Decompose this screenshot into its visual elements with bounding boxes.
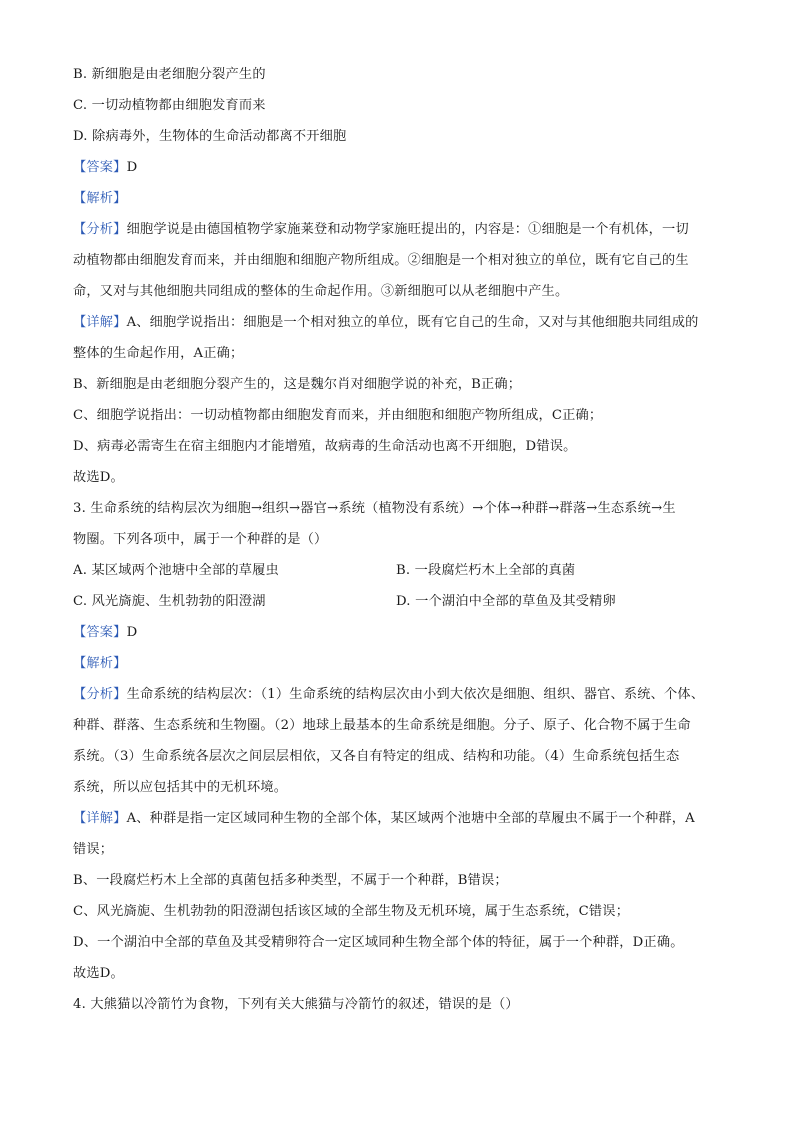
q3-answer-value: D (126, 625, 138, 640)
q3-conclusion: 故选D。 (73, 966, 124, 981)
q4-stem: 4. 大熊猫以冷箭竹为食物，下列有关大熊猫与冷箭竹的叙述，错误的是（） (73, 997, 519, 1012)
q3-xiangjie-text-1: A、种群是指一定区域同种生物的全部个体，某区域两个池塘中全部的草履虫不属于一个种群，A (126, 811, 695, 826)
q3-fenxi-text-1: 生命系统的结构层次：（1）生命系统的结构层次由小到大依次是细胞、组织、器官、系统、个体、 (126, 687, 705, 702)
q2-answer-tag: 【答案】 (73, 160, 127, 175)
q2-fenxi-line-3: 命，又对与其他细胞共同组成的整体的生命起作用。③新细胞可以从老细胞中产生。 (73, 284, 569, 299)
q2-fenxi-tag: 【分析】 (73, 222, 127, 237)
document-page (73, 62, 729, 1023)
q3-analysis-heading (73, 651, 729, 682)
q3-options-row-1 (73, 558, 729, 589)
q3-stem-line-1: 3. 生命系统的结构层次为细胞→组织→器官→系统（植物没有系统）→个体→种群→群落→生态系统→生 (73, 501, 676, 516)
q3-fenxi-tag: 【分析】 (73, 687, 127, 702)
q3-xiangjie-line-1 (73, 806, 729, 837)
q3-options-row-2 (73, 589, 729, 620)
q3-xiangjie-line-5: D、一个湖泊中全部的草鱼及其受精卵符合一定区域同种生物全部个体的特征，属于一个种群，D正确。 (73, 935, 684, 950)
q2-xiangjie-line-4: C、细胞学说指出：一切动植物都由细胞发育而来，并由细胞和细胞产物所组成，C正确； (73, 408, 603, 423)
q3-xiangjie-tag: 【详解】 (73, 811, 127, 826)
q2-fenxi-paragraph (73, 217, 729, 310)
q2-analysis-tag: 【解析】 (73, 191, 127, 206)
q2-xiangjie-line-3: B、新细胞是由老细胞分裂产生的，这是魏尔肖对细胞学说的补充，B正确； (73, 377, 522, 392)
q3-xiangjie-line-3: B、一段腐烂朽木上全部的真菌包括多种类型，不属于一个种群，B错误； (73, 873, 508, 888)
q3-xiangjie-line-2: 错误； (73, 842, 114, 857)
q3-stem (73, 496, 729, 558)
q3-option-b: B. 一段腐烂朽木上全部的真菌 (396, 563, 576, 578)
q2-option-c: C. 一切动植物都由细胞发育而来 (73, 98, 266, 113)
q2-answer-value: D (126, 160, 138, 175)
q3-xiangjie-line-4: C、风光旖旎、生机勃勃的阳澄湖包括该区域的全部生物及无机环境，属于生态系统，C错误； (73, 904, 630, 919)
q2-xiangjie-line-1 (73, 310, 729, 341)
q3-answer (73, 620, 729, 651)
q2-fenxi-line-2: 动植物都由细胞发育而来，并由细胞和细胞产物所组成。②细胞是一个相对独立的单位，既有它自己的生 (73, 253, 689, 268)
q3-option-a: A. 某区域两个池塘中全部的草履虫 (73, 563, 279, 578)
q3-analysis-tag: 【解析】 (73, 656, 127, 671)
q2-xiangjie-tag: 【详解】 (73, 315, 127, 330)
q3-fenxi-paragraph (73, 682, 729, 806)
q3-stem-line-2: 物圈。下列各项中，属于一个种群的是（） (73, 532, 328, 547)
q2-xiangjie-paragraph (73, 310, 729, 496)
q2-xiangjie-text-1: A、细胞学说指出：细胞是一个相对独立的单位，既有它自己的生命，又对与其他细胞共同组成的 (126, 315, 699, 330)
q2-conclusion: 故选D。 (73, 470, 124, 485)
q2-analysis-heading (73, 186, 729, 217)
q2-answer (73, 155, 729, 186)
q2-xiangjie-line-5: D、病毒必需寄生在宿主细胞内才能增殖，故病毒的生命活动也离不开细胞，D错误。 (73, 439, 577, 454)
q2-fenxi-line-1 (73, 217, 729, 248)
q3-option-c: C. 风光旖旎、生机勃勃的阳澄湖 (73, 594, 266, 609)
q3-fenxi-line-2: 种群、群落、生态系统和生物圈。（2）地球上最基本的生命系统是细胞。分子、原子、化合物不属于生命 (73, 718, 691, 733)
q2-option-d: D. 除病毒外，生物体的生命活动都离不开细胞 (73, 129, 347, 144)
q2-option-b: B. 新细胞是由老细胞分裂产生的 (73, 67, 266, 82)
q3-xiangjie-paragraph (73, 806, 729, 992)
q3-fenxi-line-3: 系统。（3）生命系统各层次之间层层相依，又各自有特定的组成、结构和功能。（4）生命系统包括生态 (73, 749, 680, 764)
q2-xiangjie-line-2: 整体的生命起作用，A正确； (73, 346, 244, 361)
q3-fenxi-line-4: 系统，所以应包括其中的无机环境。 (73, 780, 288, 795)
q2-fenxi-text-1: 细胞学说是由德国植物学家施莱登和动物学家施旺提出的，内容是：①细胞是一个有机体，一切 (126, 222, 689, 237)
q3-fenxi-line-1 (73, 682, 729, 713)
q3-answer-tag: 【答案】 (73, 625, 127, 640)
q3-option-d: D. 一个湖泊中全部的草鱼及其受精卵 (396, 594, 616, 609)
